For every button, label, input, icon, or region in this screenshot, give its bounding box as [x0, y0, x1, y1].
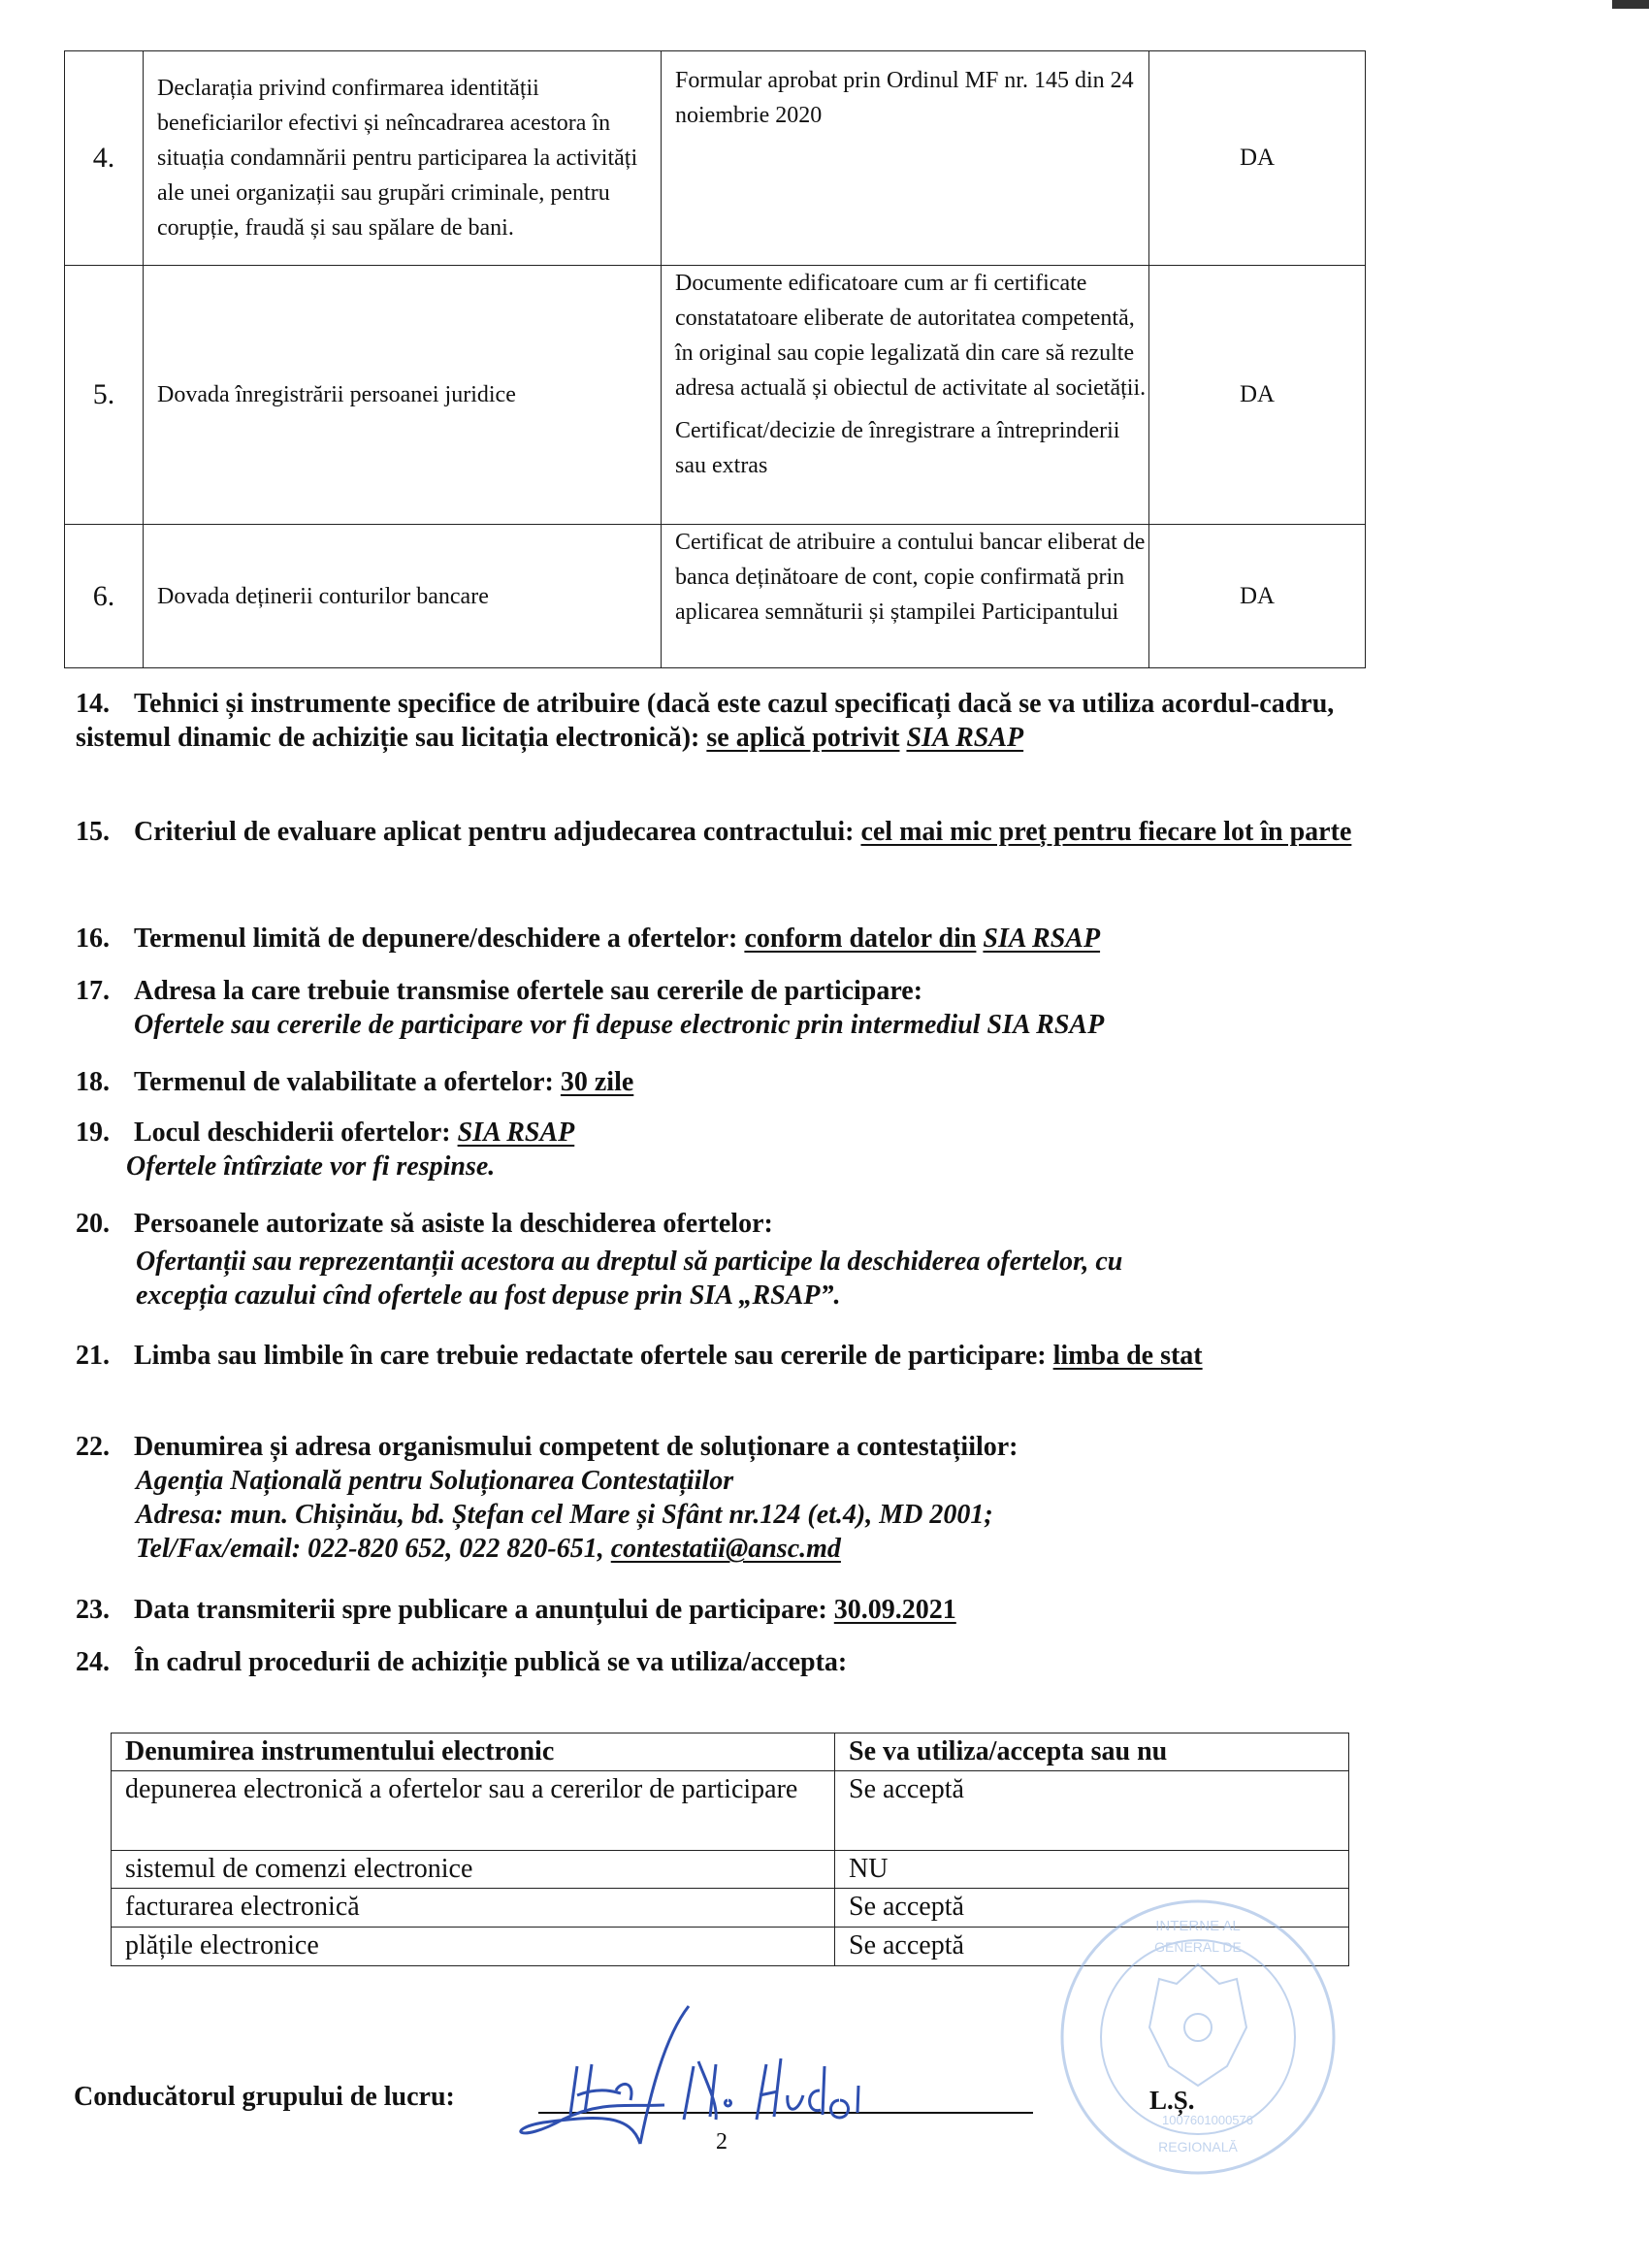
section-label: Data transmiterii spre publicare a anunțului de participare:: [134, 1595, 827, 1625]
tool-status: Se acceptă: [835, 1928, 1349, 1966]
section-number: 22.: [76, 1432, 110, 1462]
section-value: cel mai mic preț pentru fiecare lot în parte: [860, 817, 1352, 847]
section-label: Persoanele autorizate să asiste la deschiderea ofertelor:: [134, 1209, 773, 1239]
section-value-italic: SIA RSAP: [983, 923, 1101, 954]
section-label: Denumirea și adresa organismului competent de soluționare a contestațiilor:: [134, 1432, 1018, 1462]
section-number: 14.: [76, 689, 110, 719]
tool-status: Se acceptă: [835, 1889, 1349, 1928]
svg-text:1007601000576: 1007601000576: [1162, 2113, 1253, 2127]
table-row: [65, 525, 1366, 668]
table-header-row: [112, 1733, 1349, 1771]
agency-name: Agenția Națională pentru Soluționarea Contestațiilor: [136, 1466, 734, 1496]
section-label: Limba sau limbile în care trebuie redactate ofertele sau cererile de participare:: [134, 1341, 1047, 1371]
section-number: 20.: [76, 1209, 110, 1239]
seal-mark: L.Ș.: [1149, 2086, 1195, 2115]
signature-label: Conducătorul grupului de lucru:: [74, 2082, 455, 2112]
document-name: Dovada înregistrării persoanei juridice: [144, 266, 662, 525]
requirements-table: [64, 50, 1366, 668]
section-label: Locul deschiderii ofertelor:: [134, 1118, 451, 1148]
document-requirements: [662, 266, 1149, 525]
section-value: conform datelor din: [744, 923, 977, 954]
contact-email-link[interactable]: contestatii@ansc.md: [610, 1534, 841, 1564]
section-label: În cadrul procedurii de achiziție publică se va utiliza/accepta:: [134, 1647, 848, 1677]
requirement-text: Documente edificatoare cum ar fi certificate constatatoare eliberate de autoritatea competentă, în original sau copie legalizată din care să rezulte adresa actuală și obiectul de activitate al societății.: [675, 271, 1147, 401]
section-value: 30.09.2021: [833, 1595, 956, 1625]
section-value: 30 zile: [560, 1067, 634, 1097]
section-17: [76, 974, 1375, 1042]
section-18: [76, 1065, 1375, 1099]
tool-name: plățile electronice: [112, 1928, 835, 1966]
requirement-text: Formular aprobat prin Ordinul MF nr. 145 din 24 noiembrie 2020: [675, 68, 1134, 128]
section-number: 15.: [76, 817, 110, 847]
tool-status: NU: [835, 1851, 1349, 1889]
handwritten-signature-icon: [485, 1998, 989, 2163]
requirement-text: Certificat/decizie de înregistrare a întreprinderii sau extras: [675, 418, 1120, 478]
tool-name: depunerea electronică a ofertelor sau a cererilor de participare: [112, 1771, 835, 1851]
table-row: [112, 1771, 1349, 1851]
section-19: [76, 1116, 1375, 1183]
section-23: [76, 1593, 1375, 1627]
section-20: [76, 1207, 1375, 1312]
contact-phones: Tel/Fax/email: 022-820 652, 022 820-651,: [136, 1534, 604, 1564]
document-name: Dovada deținerii conturilor bancare: [144, 525, 662, 668]
section-value-italic: SIA RSAP: [457, 1118, 575, 1148]
section-label: Termenul de valabilitate a ofertelor:: [134, 1067, 554, 1097]
section-number: 19.: [76, 1118, 110, 1148]
tool-status: Se acceptă: [835, 1771, 1349, 1851]
mandatory-value: DA: [1149, 525, 1366, 668]
table-row: [65, 266, 1366, 525]
row-number: 5.: [65, 266, 144, 525]
section-detail: Ofertele sau cererile de participare vor fi depuse electronic prin intermediul SIA RSAP: [134, 1010, 1105, 1040]
section-16: [76, 922, 1375, 956]
row-number: 4.: [65, 51, 144, 266]
mandatory-value: DA: [1149, 266, 1366, 525]
section-detail-line2: excepția cazului cînd ofertele au fost depuse prin SIA „RSAP”.: [136, 1280, 841, 1311]
tool-name: facturarea electronică: [112, 1889, 835, 1928]
section-22: [76, 1430, 1375, 1566]
scan-edge-mark: [1612, 0, 1649, 9]
section-number: 24.: [76, 1647, 110, 1677]
section-label: Termenul limită de depunere/deschidere a ofertelor:: [134, 923, 738, 954]
column-header: Denumirea instrumentului electronic: [112, 1733, 835, 1771]
document-requirements: [662, 525, 1149, 668]
agency-address: Adresa: mun. Chișinău, bd. Ștefan cel Mare și Sfânt nr.124 (et.4), MD 2001;: [136, 1500, 993, 1530]
official-stamp-icon: [1052, 1892, 1343, 2183]
section-number: 17.: [76, 976, 110, 1006]
svg-text:GENERAL DE: GENERAL DE: [1154, 1939, 1242, 1955]
section-label: Criteriul de evaluare aplicat pentru adjudecarea contractului:: [134, 817, 855, 847]
section-label: Tehnici și instrumente specifice de atribuire (dacă este cazul specificați dacă se va utiliza acordul-cadru, sistemul dinamic de achiziție sau licitația electronică):: [76, 689, 1335, 753]
section-number: 21.: [76, 1341, 110, 1371]
table-row: [65, 51, 1366, 266]
document-name: Declarația privind confirmarea identității beneficiarilor efectivi și neîncadrarea acestora în situația condamnării pentru participarea la activități ale unei organizații sau grupări criminale, pentru corupție, fraudă și sau spălare de bani.: [144, 51, 662, 266]
section-label: Adresa la care trebuie transmise ofertele sau cererile de participare:: [134, 976, 923, 1006]
column-header: Se va utiliza/accepta sau nu: [835, 1733, 1349, 1771]
section-detail: Ofertele întîrziate vor fi respinse.: [126, 1151, 496, 1182]
section-number: 23.: [76, 1595, 110, 1625]
section-21: [76, 1339, 1375, 1373]
section-value: se aplică potrivit: [706, 723, 900, 753]
section-number: 16.: [76, 923, 110, 954]
section-value-italic: SIA RSAP: [906, 723, 1024, 753]
page-number: 2: [716, 2129, 728, 2155]
section-14: [76, 687, 1375, 755]
svg-text:REGIONALĂ: REGIONALĂ: [1158, 2139, 1238, 2155]
mandatory-value: DA: [1149, 51, 1366, 266]
row-number: 6.: [65, 525, 144, 668]
requirement-text: Certificat de atribuire a contului bancar eliberat de banca deținătoare de cont, copie confirmată prin aplicarea semnăturii și ștampilei Participantului: [675, 530, 1146, 625]
agency-contact: [76, 1532, 1375, 1566]
section-number: 18.: [76, 1067, 110, 1097]
section-15: [76, 815, 1375, 849]
section-detail-line1: Ofertanții sau reprezentanții acestora au dreptul să participe la deschiderea ofertelor, cu: [136, 1247, 1123, 1277]
section-24: [76, 1645, 1375, 1679]
section-value: limba de stat: [1052, 1341, 1203, 1371]
svg-text:INTERNE AL: INTERNE AL: [1155, 1918, 1241, 1934]
table-row: [112, 1851, 1349, 1889]
tool-name: sistemul de comenzi electronice: [112, 1851, 835, 1889]
document-requirements: [662, 51, 1149, 266]
